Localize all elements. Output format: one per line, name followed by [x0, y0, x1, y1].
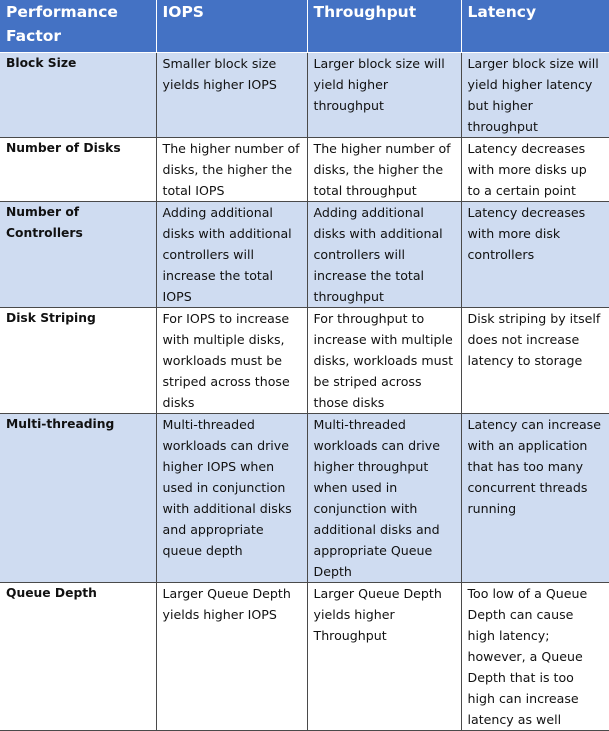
table-header-row: [0, 0, 609, 53]
latency-cell: Larger block size will yield higher latency but higher throughput: [461, 53, 609, 138]
throughput-cell: Larger Queue Depth yields higher Throughput: [307, 583, 461, 731]
iops-cell: Multi-threaded workloads can drive higher IOPS when used in conjunction with additional disks and appropriate queue depth: [156, 414, 307, 583]
header-performance-factor: Performance Factor: [0, 0, 156, 53]
throughput-cell: Multi-threaded workloads can drive higher throughput when used in conjunction with additional disks and appropriate Queue Depth: [307, 414, 461, 583]
throughput-cell: The higher number of disks, the higher the total throughput: [307, 138, 461, 202]
iops-cell: The higher number of disks, the higher the total IOPS: [156, 138, 307, 202]
latency-cell: Too low of a Queue Depth can cause high latency; however, a Queue Depth that is too high can increase latency as well: [461, 583, 609, 731]
header-latency: Latency: [461, 0, 609, 53]
table-row-number-of-controllers: [0, 202, 609, 308]
latency-cell: Latency decreases with more disks up to a certain point: [461, 138, 609, 202]
latency-cell: Latency can increase with an application that has too many concurrent threads running: [461, 414, 609, 583]
factor-cell: Block Size: [0, 53, 156, 138]
throughput-cell: Adding additional disks with additional controllers will increase the total throughput: [307, 202, 461, 308]
throughput-cell: Larger block size will yield higher throughput: [307, 53, 461, 138]
iops-cell: Adding additional disks with additional controllers will increase the total IOPS: [156, 202, 307, 308]
table-row-number-of-disks: [0, 138, 609, 202]
latency-cell: Disk striping by itself does not increase latency to storage: [461, 308, 609, 414]
header-throughput: Throughput: [307, 0, 461, 53]
header-iops: IOPS: [156, 0, 307, 53]
factor-cell: Number of Disks: [0, 138, 156, 202]
factor-cell: Number of Controllers: [0, 202, 156, 308]
table-row-queue-depth: [0, 583, 609, 731]
table-row-disk-striping: [0, 308, 609, 414]
factor-cell: Disk Striping: [0, 308, 156, 414]
table-row-multi-threading: [0, 414, 609, 583]
factor-cell: Multi-threading: [0, 414, 156, 583]
iops-cell: Smaller block size yields higher IOPS: [156, 53, 307, 138]
factor-cell: Queue Depth: [0, 583, 156, 731]
throughput-cell: For throughput to increase with multiple disks, workloads must be striped across those disks: [307, 308, 461, 414]
table-row-block-size: [0, 53, 609, 138]
iops-cell: Larger Queue Depth yields higher IOPS: [156, 583, 307, 731]
latency-cell: Latency decreases with more disk controllers: [461, 202, 609, 308]
iops-cell: For IOPS to increase with multiple disks, workloads must be striped across those disks: [156, 308, 307, 414]
